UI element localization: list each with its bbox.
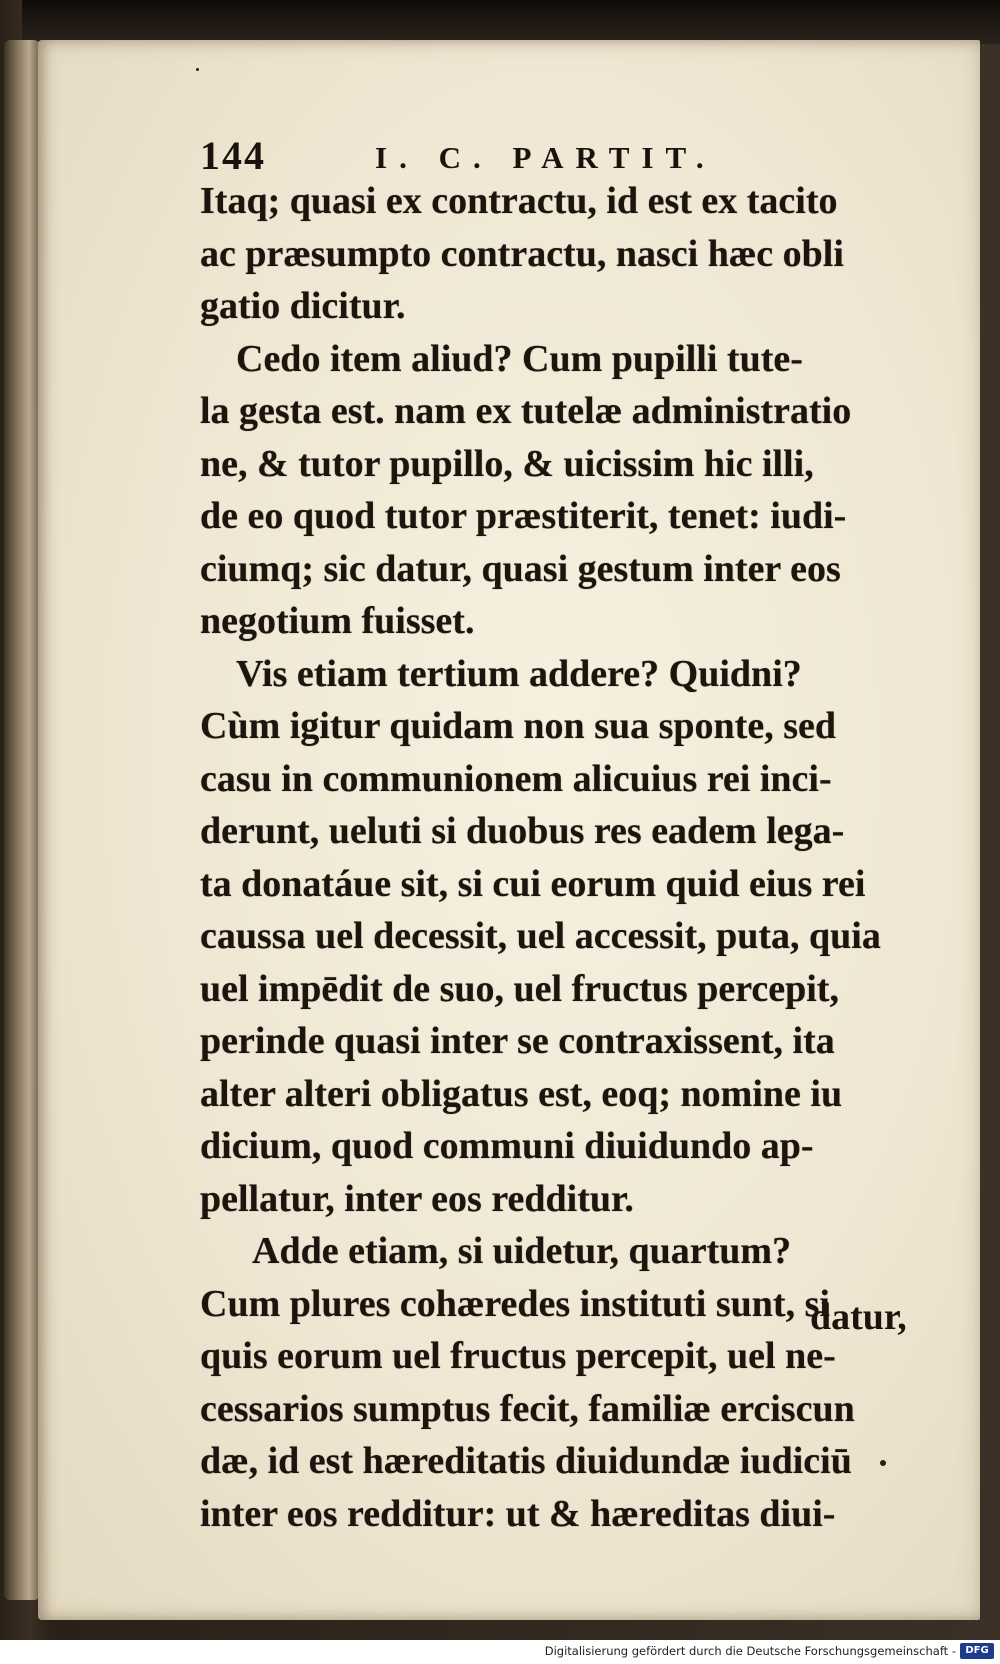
catchword: datur,	[810, 1296, 907, 1338]
text-line: la gesta est. nam ex tutelæ administratio	[200, 390, 852, 432]
text-line: derunt, ueluti si duobus res eadem lega-	[200, 810, 845, 852]
text-line: de eo quod tutor præstiterit, tenet: iudi-	[200, 495, 847, 537]
text-line: ta donatáue sit, si cui eorum quid eius rei	[200, 862, 866, 905]
text-line: cessarios sumptus fecit, familiæ erciscun	[200, 1387, 855, 1430]
dfg-logo-icon: DFG	[960, 1643, 994, 1659]
book-spine	[4, 40, 40, 1600]
paragraph-start-line: Adde etiam, si uidetur, quartum?	[252, 1230, 792, 1272]
text-line: gatio dicitur.	[200, 285, 406, 327]
funding-credit: Digitalisierung gefördert durch die Deutsche Forschungsgemeinschaft -	[544, 1644, 956, 1658]
text-line: Itaq; quasi ex contractu, id est ex tacito	[200, 180, 838, 222]
text-line: caussa uel decessit, uel accessit, puta, quia	[200, 915, 881, 957]
text-line: ne, & tutor pupillo, & uicissim hic illi,	[200, 442, 814, 485]
text-line: quis eorum uel fructus percepit, uel ne-	[200, 1335, 836, 1377]
text-line: pellatur, inter eos redditur.	[200, 1177, 634, 1220]
text-line: uel impēdit de suo, uel fructus percepit,	[200, 967, 839, 1010]
text-line: perinde quasi inter se contraxissent, ita	[200, 1020, 835, 1062]
text-line: Cùm igitur quidam non sua sponte, sed	[200, 705, 836, 747]
text-line: ciumq; sic datur, quasi gestum inter eos	[200, 547, 841, 590]
text-line: Cum plures cohæredes instituti sunt, si	[200, 1282, 830, 1325]
text-line: casu in communionem alicuius rei inci-	[200, 757, 832, 800]
text-line: dicium, quod communi diuidundo ap-	[200, 1125, 814, 1167]
digitization-footer	[0, 1640, 1000, 1664]
book-top-edge	[22, 0, 1000, 44]
paragraph-start-line: Vis etiam tertium addere? Quidni?	[236, 652, 802, 695]
ink-speck	[196, 68, 199, 71]
paragraph-start-line: Cedo item aliud? Cum pupilli tute-	[236, 337, 803, 380]
page-number: 144	[200, 133, 266, 178]
text-line: ac præsumpto contractu, nasci hæc obli	[200, 232, 844, 275]
text-line: negotium fuisset.	[200, 600, 475, 642]
running-head: I. C. PARTIT.	[375, 140, 716, 175]
text-line: dæ, id est hæreditatis diuidundæ iudiciū	[200, 1440, 852, 1482]
text-line: inter eos redditur: ut & hæreditas diui-	[200, 1492, 836, 1535]
text-line: alter alteri obligatus est, eoq; nomine iu	[200, 1072, 843, 1115]
